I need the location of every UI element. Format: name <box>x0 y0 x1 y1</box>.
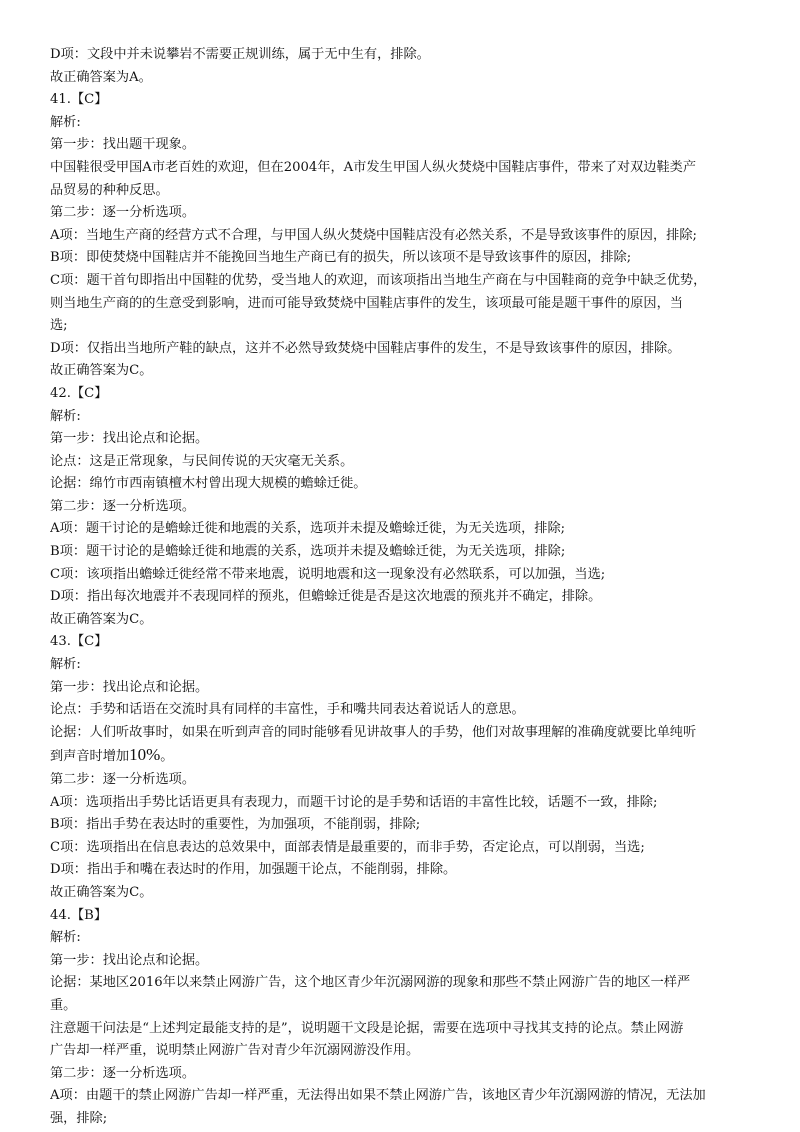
option-a-line: A项：由题干的禁止网游广告却一样严重，无法得出如果不禁止网游广告，该地区青少年沉溺网游的情况，无法加 <box>50 1088 706 1104</box>
question-number-43: 43.【C】 <box>50 634 108 650</box>
question-number-44: 44.【B】 <box>50 907 108 923</box>
question-number-41: 41.【C】 <box>50 92 108 108</box>
option-b-line: B项：即使焚烧中国鞋店并不能挽回当地生产商已有的损失，所以该项不是导致该事件的原因，排除; <box>50 250 632 266</box>
option-c-line: C项：选项指出在信息表达的总效果中，面部表情是最重要的，而非手势，否定论点，可以削弱，当选; <box>50 839 645 855</box>
text-line: 中国鞋很受甲国A市老百姓的欢迎，但在2004年，A市发生甲国人纵火焚烧中国鞋店事件，带来了对双边鞋类产 <box>50 159 697 175</box>
text-line <box>50 744 755 769</box>
step-heading: 第二步：逐一分析选项。 <box>50 772 196 787</box>
step-heading: 第二步：逐一分析选项。 <box>50 498 196 514</box>
evidence-line: 论据：绵竹市西南镇檀木村曾出现大规模的蟾蜍迁徙。 <box>50 476 367 492</box>
step-heading: 第一步：找出题干现象。 <box>50 137 196 153</box>
step-heading: 第一步：找出论点和论据。 <box>50 431 209 447</box>
text-fragment: 。 <box>160 749 174 765</box>
step-heading: 第一步：找出论点和论据。 <box>50 679 209 695</box>
text-fragment: 到声音时增加 <box>50 749 130 765</box>
argument-line: 论点：这是正常现象，与民间传说的天灾毫无关系。 <box>50 453 354 469</box>
option-a-line: A项：当地生产商的经营方式不合理，与甲国人纵火焚烧中国鞋店没有必然关系，不是导致该事件的原因，排除; <box>50 227 697 243</box>
option-a-line: A项：题干讨论的是蟾蜍迁徙和地震的关系，选项并未提及蟾蜍迁徙，为无关选项，排除; <box>50 521 566 537</box>
option-d-line: D项：指出手和嘴在表达时的作用，加强题干论点，不能削弱，排除。 <box>50 862 457 878</box>
answer-line: 故正确答案为A。 <box>50 69 152 85</box>
analysis-label: 解析: <box>50 657 81 673</box>
option-b-line: B项：指出手势在表达时的重要性，为加强项，不能削弱，排除; <box>50 817 421 833</box>
option-b-line: B项：题干讨论的是蟾蜍迁徙和地震的关系，选项并未提及蟾蜍迁徙，为无关选项，排除; <box>50 544 566 560</box>
text-line: 强，排除; <box>50 1110 108 1126</box>
option-c-line: C项：该项指出蟾蜍迁徙经常不带来地震，说明地震和这一现象没有必然联系，可以加强，当选; <box>50 566 606 582</box>
answer-line: 故正确答案为C。 <box>50 611 153 627</box>
answer-line: 故正确答案为C。 <box>50 884 153 900</box>
option-c-line: C项：题干首句即指出中国鞋的优势，受当地人的欢迎，而该项指出当地生产商在与中国鞋商的竞争中缺乏优势， <box>50 272 707 288</box>
argument-line: 论点：手势和话语在交流时具有同样的丰富性，手和嘴共同表达着说话人的意思。 <box>50 702 525 718</box>
step-heading: 第一步：找出论点和论据。 <box>50 952 209 968</box>
evidence-line: 论据：某地区2016年以来禁止网游广告，这个地区青少年沉溺网游的现象和那些不禁止网游广告的地区一样严 <box>50 975 691 991</box>
option-d-line: D项：仅指出当地所产鞋的缺点，这并不必然导致焚烧中国鞋店事件的发生，不是导致该事件的原因，排除。 <box>50 340 681 356</box>
question-number-42: 42.【C】 <box>50 385 108 401</box>
text-line: D项：文段中并未说攀岩不需要正规训练，属于无中生有，排除。 <box>50 47 430 62</box>
note-line: 注意题干问法是“上述判定最能支持的是”，说明题干文段是论据，需要在选项中寻找其支持的论点。禁止网游 <box>50 1020 684 1036</box>
text-line: 则当地生产商的的生意受到影响，进而可能导致焚烧中国鞋店事件的发生，该项最可能是题干事件的原因，当 <box>50 295 683 311</box>
option-a-line: A项：选项指出手势比话语更具有表现力，而题干讨论的是手势和话语的丰富性比较，话题不一致，排除; <box>50 794 658 810</box>
step-heading: 第二步：逐一分析选项。 <box>50 1065 196 1081</box>
analysis-label: 解析: <box>50 114 81 130</box>
percentage-value: 10% <box>129 745 161 765</box>
text-line: 重。 <box>50 997 77 1013</box>
text-line: 广告却一样严重，说明禁止网游广告对青少年沉溺网游没作用。 <box>50 1043 420 1059</box>
option-d-line: D项：指出每次地震并不表现同样的预兆，但蟾蜍迁徙是否是这次地震的预兆并不确定，排除。 <box>50 589 602 605</box>
text-line: 选; <box>50 318 68 334</box>
step-heading: 第二步：逐一分析选项。 <box>50 205 196 221</box>
evidence-line: 论据：人们听故事时，如果在听到声音的同时能够看见讲故事人的手势，他们对故事理解的准确度就要比单纯听 <box>50 724 697 740</box>
answer-explanation-document <box>50 44 755 1131</box>
answer-line: 故正确答案为C。 <box>50 363 153 379</box>
analysis-label: 解析: <box>50 930 81 946</box>
text-line: 品贸易的种种反思。 <box>50 182 169 198</box>
analysis-label: 解析: <box>50 408 81 424</box>
